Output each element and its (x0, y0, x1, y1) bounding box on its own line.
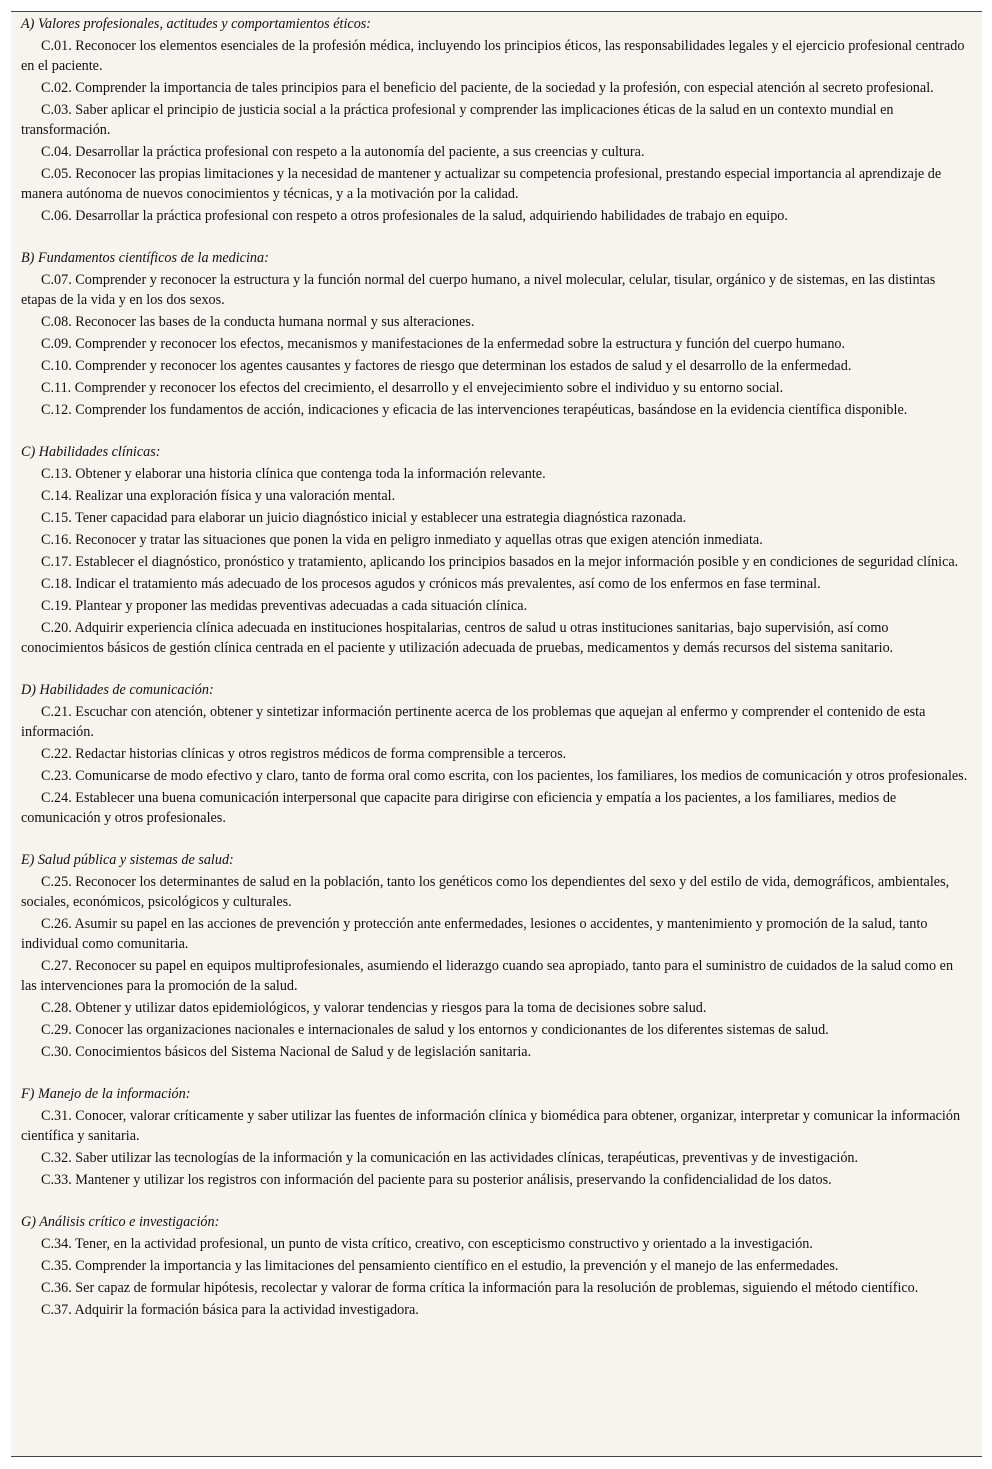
list-item: C.26. Asumir su papel en las acciones de prevención y protección ante enfermedades, lesiones o accidentes, y mantenimiento y promoción de la salud, tanto individual como comunitaria. (21, 916, 928, 952)
list-item: C.35. Comprender la importancia y las limitaciones del pensamiento científico en el estudio, la prevención y el manejo de las enfermedades. (41, 1258, 839, 1274)
list-item: C.04. Desarrollar la práctica profesional con respeto a la autonomía del paciente, a sus creencias y cultura. (41, 144, 645, 160)
list-item: C.37. Adquirir la formación básica para la actividad investigadora. (41, 1302, 419, 1318)
list-item: C.09. Comprender y reconocer los efectos, mecanismos y manifestaciones de la enfermedad sobre la estructura y función del cuerpo humano. (41, 336, 846, 352)
list-item: C.16. Reconocer y tratar las situaciones que ponen la vida en peligro inmediato y aquellas otras que exigen atención inmediata. (41, 532, 763, 548)
list-item: C.01. Reconocer los elementos esenciales de la profesión médica, incluyendo los principios éticos, las responsabilidades legales y el ejercicio profesional centrado en el paciente. (21, 38, 965, 74)
list-item: C.12. Comprender los fundamentos de acción, indicaciones y eficacia de las intervenciones terapéuticas, basándose en la evidencia científica disponible. (41, 402, 908, 418)
section-heading: F) Manejo de la información: (21, 1086, 191, 1102)
list-item: C.28. Obtener y utilizar datos epidemiológicos, y valorar tendencias y riesgos para la toma de decisiones sobre salud. (41, 1000, 707, 1016)
list-item: C.05. Reconocer las propias limitaciones y la necesidad de mantener y actualizar su competencia profesional, prestando especial importancia al aprendizaje de manera autónoma de nuevos conocimientos y técnicas, y a la motivación por la calidad. (21, 166, 942, 202)
list-item: C.13. Obtener y elaborar una historia clínica que contenga toda la información relevante. (41, 466, 546, 482)
section-b (21, 248, 972, 420)
list-item: C.24. Establecer una buena comunicación interpersonal que capacite para dirigirse con eficiencia y empatía a los pacientes, a los familiares, medios de comunicación y otros profesionales. (21, 790, 897, 826)
list-item: C.22. Redactar historias clínicas y otros registros médicos de forma comprensible a terceros. (41, 746, 567, 762)
list-item: C.06. Desarrollar la práctica profesional con respeto a otros profesionales de la salud, adquiriendo habilidades de trabajo en equipo. (41, 208, 788, 224)
section-heading: A) Valores profesionales, actitudes y comportamientos éticos: (21, 16, 372, 32)
list-item: C.07. Comprender y reconocer la estructura y la función normal del cuerpo humano, a nivel molecular, celular, tisular, orgánico y de sistemas, en las distintas etapas de la vida y en los dos sexos. (21, 272, 936, 308)
section-heading: C) Habilidades clínicas: (21, 444, 161, 460)
section-c (21, 442, 972, 658)
list-item: C.19. Plantear y proponer las medidas preventivas adecuadas a cada situación clínica. (41, 598, 528, 614)
list-item: C.14. Realizar una exploración física y una valoración mental. (41, 488, 396, 504)
list-item: C.34. Tener, en la actividad profesional, un punto de vista crítico, creativo, con escepticismo constructivo y orientado a la investigación. (41, 1236, 813, 1252)
list-item: C.18. Indicar el tratamiento más adecuado de los procesos agudos y crónicos más prevalentes, así como de los enfermos en fase terminal. (41, 576, 821, 592)
section-a (21, 14, 972, 226)
list-item: C.32. Saber utilizar las tecnologías de la información y la comunicación en las actividades clínicas, terapéuticas, preventivas y de investigación. (41, 1150, 859, 1166)
section-d (21, 680, 972, 828)
list-item: C.17. Establecer el diagnóstico, pronóstico y tratamiento, aplicando los principios basados en la mejor información posible y en condiciones de seguridad clínica. (41, 554, 959, 570)
list-item: C.36. Ser capaz de formular hipótesis, recolectar y valorar de forma crítica la información para la resolución de problemas, siguiendo el método científico. (41, 1280, 919, 1296)
list-item: C.10. Comprender y reconocer los agentes causantes y factores de riesgo que determinan los estados de salud y el desarrollo de la enfermedad. (41, 358, 852, 374)
list-item: C.27. Reconocer su papel en equipos multiprofesionales, asumiendo el liderazgo cuando sea apropiado, tanto para el suministro de cuidados de la salud como en las intervenciones para la promoción de la salud. (21, 958, 954, 994)
list-item: C.20. Adquirir experiencia clínica adecuada en instituciones hospitalarias, centros de salud u otras instituciones sanitarias, bajo supervisión, así como conocimientos básicos de gestión clínica centrada en el paciente y utilización adecuada de pruebas, medicamentos y demás recursos del sistema sanitario. (21, 620, 894, 656)
list-item: C.03. Saber aplicar el principio de justicia social a la práctica profesional y comprender las implicaciones éticas de la salud en un contexto mundial en transformación. (21, 102, 894, 138)
list-item: C.30. Conocimientos básicos del Sistema Nacional de Salud y de legislación sanitaria. (41, 1044, 532, 1060)
list-item: C.21. Escuchar con atención, obtener y sintetizar información pertinente acerca de los problemas que aquejan al enfermo y comprender el contenido de esta información. (21, 704, 926, 740)
section-heading: E) Salud pública y sistemas de salud: (21, 852, 234, 868)
section-heading: G) Análisis crítico e investigación: (21, 1214, 220, 1230)
section-g (21, 1212, 972, 1320)
section-f (21, 1084, 972, 1190)
list-item: C.25. Reconocer los determinantes de salud en la población, tanto los genéticos como los dependientes del sexo y del estilo de vida, demográficos, ambientales, sociales, económicos, psicológicos y culturales. (21, 874, 950, 910)
list-item: C.33. Mantener y utilizar los registros con información del paciente para su posterior análisis, preservando la confidencialidad de los datos. (41, 1172, 832, 1188)
list-item: C.02. Comprender la importancia de tales principios para el beneficio del paciente, de la sociedad y la profesión, con especial atención al secreto profesional. (41, 80, 934, 96)
list-item: C.29. Conocer las organizaciones nacionales e internacionales de salud y los entornos y condicionantes de los diferentes sistemas de salud. (41, 1022, 829, 1038)
list-item: C.23. Comunicarse de modo efectivo y claro, tanto de forma oral como escrita, con los pacientes, los familiares, los medios de comunicación y otros profesionales. (41, 768, 968, 784)
section-heading: B) Fundamentos científicos de la medicina: (21, 250, 269, 266)
section-heading: D) Habilidades de comunicación: (21, 682, 214, 698)
list-item: C.11. Comprender y reconocer los efectos del crecimiento, el desarrollo y el envejecimiento sobre el individuo y su entorno social. (41, 380, 784, 396)
list-item: C.08. Reconocer las bases de la conducta humana normal y sus alteraciones. (41, 314, 475, 330)
section-e (21, 850, 972, 1062)
competencies-table (11, 11, 982, 1457)
list-item: C.31. Conocer, valorar críticamente y saber utilizar las fuentes de información clínica y biomédica para obtener, organizar, interpretar y comunicar la información científica y sanitaria. (21, 1108, 961, 1144)
list-item: C.15. Tener capacidad para elaborar un juicio diagnóstico inicial y establecer una estrategia diagnóstica razonada. (41, 510, 687, 526)
